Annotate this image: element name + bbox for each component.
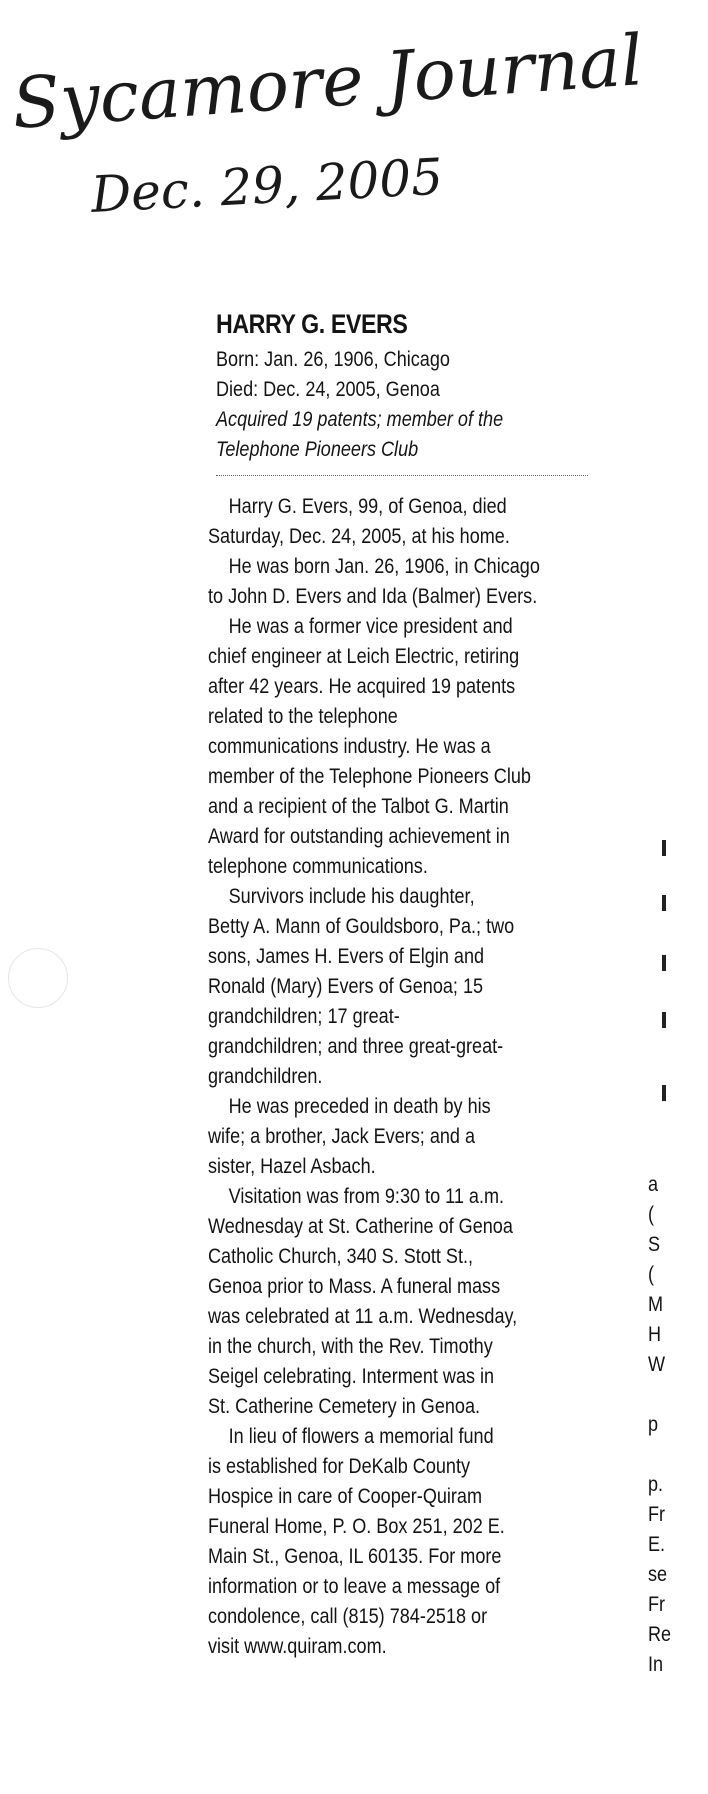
body-line: sons, James H. Evers of Elgin and [208,945,485,968]
body-line: Saturday, Dec. 24, 2005, at his home. [208,525,510,548]
body-line: related to the telephone [208,705,398,728]
body-line: information or to leave a message of [208,1575,501,1598]
body-line: grandchildren; 17 great- [208,1005,400,1028]
body-line: Genoa prior to Mass. A funeral mass [208,1275,501,1298]
neighbor-fragment: Fr [648,1503,666,1526]
neighbor-fragment: H [648,1323,662,1346]
neighbor-column-fragments [648,1170,708,1680]
body-line: Seigel celebrating. Interment was in [208,1365,495,1388]
body-line: He was preceded in death by his [228,1095,491,1118]
summary-line-2: Telephone Pioneers Club [216,438,419,461]
neighbor-fragment: ( [648,1263,655,1286]
neighbor-fragment: M [648,1293,664,1316]
handwritten-date: Dec. 29, 2005 [89,147,445,224]
body-line: in the church, with the Rev. Timothy [208,1335,493,1358]
body-line: member of the Telephone Pioneers Club [208,765,531,788]
neighbor-fragment: Re [648,1623,672,1646]
divider-rule [216,475,588,476]
obituary-body [208,492,588,1662]
death-line: Died: Dec. 24, 2005, Genoa [216,378,440,401]
neighbor-fragment: W [648,1353,666,1376]
body-line: Betty A. Mann of Gouldsboro, Pa.; two [208,915,515,938]
body-line: Harry G. Evers, 99, of Genoa, died [228,495,507,518]
neighbor-column-mark [662,1085,666,1101]
summary-line-1: Acquired 19 patents; member of the [216,408,504,431]
handwritten-note [0,0,666,240]
body-line: Funeral Home, P. O. Box 251, 202 E. [208,1515,505,1538]
body-line: visit www.quiram.com. [208,1635,387,1658]
neighbor-fragment [648,1440,700,1470]
body-line: Survivors include his daughter, [228,885,475,908]
body-line: chief engineer at Leich Electric, retiring [208,645,520,668]
body-line: Hospice in care of Cooper-Quiram [208,1485,483,1508]
body-line: to John D. Evers and Ida (Balmer) Evers. [208,585,538,608]
body-line: Visitation was from 9:30 to 11 a.m. [228,1185,505,1208]
obituary-clipping [208,307,588,1662]
body-line: Wednesday at St. Catherine of Genoa [208,1215,513,1238]
punch-hole [8,948,68,1008]
obituary-infobox [208,345,588,465]
neighbor-fragment: ( [648,1203,655,1226]
body-line: He was born Jan. 26, 1906, in Chicago [228,555,540,578]
obituary-name: HARRY G. EVERS [216,309,408,339]
body-line: grandchildren. [208,1065,323,1088]
body-line: He was a former vice president and [228,615,513,638]
neighbor-fragment: p. [648,1473,664,1496]
body-line: St. Catherine Cemetery in Genoa. [208,1395,481,1418]
body-line: condolence, call (815) 784-2518 or [208,1605,488,1628]
body-line: In lieu of flowers a memorial fund [228,1425,494,1448]
neighbor-fragment [648,1380,700,1410]
body-line: Catholic Church, 340 S. Stott St., [208,1245,474,1268]
neighbor-fragment: S [648,1233,661,1256]
body-line: communications industry. He was a [208,735,491,758]
handwritten-publication: Sycamore Journal [9,19,646,145]
birth-line: Born: Jan. 26, 1906, Chicago [216,348,450,371]
neighbor-column-mark [662,955,666,971]
neighbor-fragment: Fr [648,1593,666,1616]
body-line: telephone communications. [208,855,428,878]
body-line: is established for DeKalb County [208,1455,471,1478]
neighbor-column-mark [662,840,666,856]
body-line: Main St., Genoa, IL 60135. For more [208,1545,502,1568]
body-line: sister, Hazel Asbach. [208,1155,376,1178]
neighbor-fragment: In [648,1653,664,1676]
body-line: was celebrated at 11 a.m. Wednesday, [208,1305,518,1328]
body-line: and a recipient of the Talbot G. Martin [208,795,509,818]
neighbor-fragment: a [648,1173,659,1196]
body-line: grandchildren; and three great-great- [208,1035,504,1058]
body-line: after 42 years. He acquired 19 patents [208,675,516,698]
neighbor-column-mark [662,895,666,911]
body-line: Ronald (Mary) Evers of Genoa; 15 [208,975,484,998]
neighbor-fragment: se [648,1563,668,1586]
body-line: Award for outstanding achievement in [208,825,510,848]
body-line: wife; a brother, Jack Evers; and a [208,1125,476,1148]
neighbor-column-mark [662,1012,666,1028]
neighbor-fragment: p [648,1413,659,1436]
neighbor-fragment: E. [648,1533,666,1556]
